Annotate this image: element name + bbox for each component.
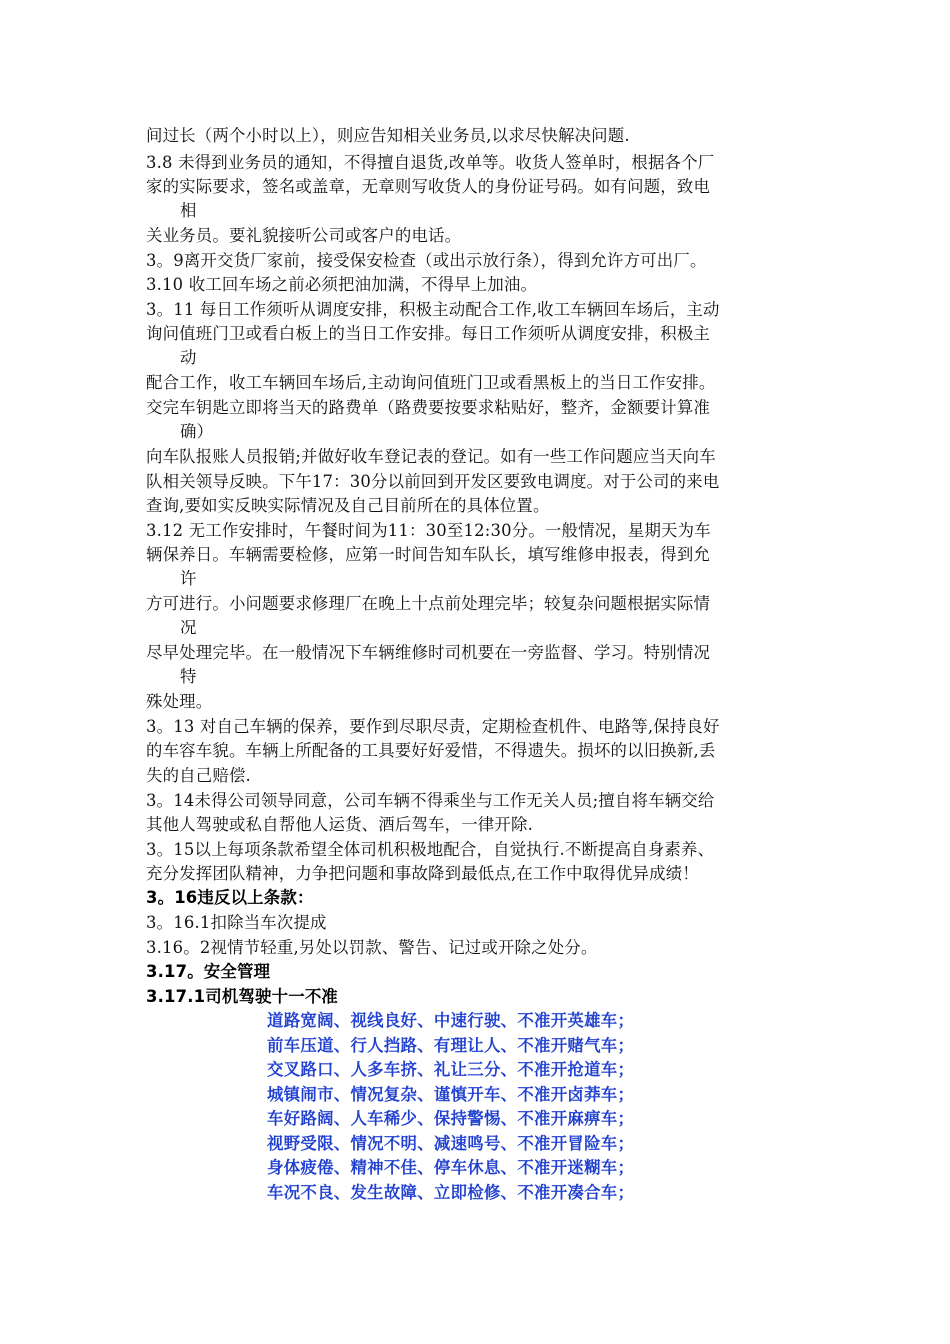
text-line: 其他人驾驶或私自帮他人运货、酒后驾车，一律开除. <box>146 815 533 834</box>
text-line: 相 <box>180 201 197 220</box>
driving-rule: 交叉路口、人多车挤、礼让三分、不准开抢道车； <box>267 1060 635 1079</box>
text-line: 3.12 无工作安排时，午餐时间为11：30至12:30分。一般情况，星期天为车 <box>146 521 711 540</box>
text-line: 动 <box>180 348 197 367</box>
text-line: 3。11 每日工作须听从调度安排，积极主动配合工作,收工车辆回车场后，主动 <box>146 300 720 319</box>
text-line: 3.8 未得到业务员的通知，不得擅自退货,改单等。收货人签单时，根据各个厂 <box>146 153 715 172</box>
subsection-heading: 3.17.1司机驾驶十一不准 <box>146 987 338 1006</box>
section-heading: 3.17。安全管理 <box>146 962 271 981</box>
text-line: 3。9离开交货厂家前，接受保安检查（或出示放行条），得到允许方可出厂。 <box>146 251 707 270</box>
text-line: 查询,要如实反映实际情况及自己目前所在的具体位置。 <box>146 496 550 515</box>
text-line: 间过长（两个小时以上），则应告知相关业务员,以求尽快解决问题. <box>146 126 630 145</box>
text-line: 许 <box>180 569 197 588</box>
text-line: 队相关领导反映。下午17：30分以前回到开发区要致电调度。对于公司的来电 <box>146 472 720 491</box>
text-line: 的车容车貌。车辆上所配备的工具要好好爱惜，不得遗失。损坏的以旧换新,丢 <box>146 741 716 760</box>
text-line: 关业务员。要礼貌接听公司或客户的电话。 <box>146 226 462 245</box>
text-line: 3。14未得公司领导同意，公司车辆不得乘坐与工作无关人员;擅自将车辆交给 <box>146 791 715 810</box>
driving-rule: 前车压道、行人挡路、有理让人、不准开赌气车； <box>267 1036 635 1055</box>
text-line: 殊处理。 <box>146 692 213 711</box>
text-line: 3。16.1扣除当车次提成 <box>146 913 327 932</box>
text-line: 3.10 收工回车场之前必须把油加满，不得早上加油。 <box>146 275 538 294</box>
text-line: 3.16。2视情节轻重,另处以罚款、警告、记过或开除之处分。 <box>146 938 598 957</box>
text-line: 确） <box>180 422 214 441</box>
text-line: 3。13 对自己车辆的保养，要作到尽职尽责，定期检查机件、电路等,保持良好 <box>146 717 720 736</box>
driving-rule: 车况不良、发生故障、立即检修、不准开凑合车； <box>267 1183 635 1202</box>
text-line: 特 <box>180 667 197 686</box>
text-line: 家的实际要求，签名或盖章，无章则写收货人的身份证号码。如有问题，致电 <box>146 177 711 196</box>
driving-rule: 身体疲倦、精神不佳、停车休息、不准开迷糊车； <box>267 1158 635 1177</box>
driving-rule: 视野受限、情况不明、减速鸣号、不准开冒险车； <box>267 1134 635 1153</box>
text-line: 况 <box>180 618 197 637</box>
text-line: 询问值班门卫或看白板上的当日工作安排。每日工作须听从调度安排，积极主 <box>146 324 711 343</box>
text-line: 向车队报账人员报销;并做好收车登记表的登记。如有一些工作问题应当天向车 <box>146 447 716 466</box>
section-heading: 3。16违反以上条款： <box>146 888 314 907</box>
driving-rule: 城镇闹市、情况复杂、谨慎开车、不准开卤莽车； <box>267 1085 635 1104</box>
text-line: 辆保养日。车辆需要检修，应第一时间告知车队长，填写维修申报表，得到允 <box>146 545 711 564</box>
text-line: 尽早处理完毕。在一般情况下车辆维修时司机要在一旁监督、学习。特别情况 <box>146 643 711 662</box>
text-line: 方可进行。小问题要求修理厂在晚上十点前处理完毕；较复杂问题根据实际情 <box>146 594 711 613</box>
driving-rule: 道路宽阔、视线良好、中速行驶、不准开英雄车； <box>267 1011 635 1030</box>
driving-rule: 车好路阔、人车稀少、保持警惕、不准开麻痹车； <box>267 1109 635 1128</box>
text-line: 3。15以上每项条款希望全体司机积极地配合，自觉执行.不断提高自身素养、 <box>146 840 715 859</box>
text-line: 交完车钥匙立即将当天的路费单（路费要按要求粘贴好，整齐，金额要计算准 <box>146 398 711 417</box>
text-line: 配合工作，收工车辆回车场后,主动询问值班门卫或看黑板上的当日工作安排。 <box>146 373 716 392</box>
text-line: 失的自己赔偿. <box>146 766 251 785</box>
text-line: 充分发挥团队精神，力争把问题和事故降到最低点,在工作中取得优异成绩！ <box>146 864 699 883</box>
